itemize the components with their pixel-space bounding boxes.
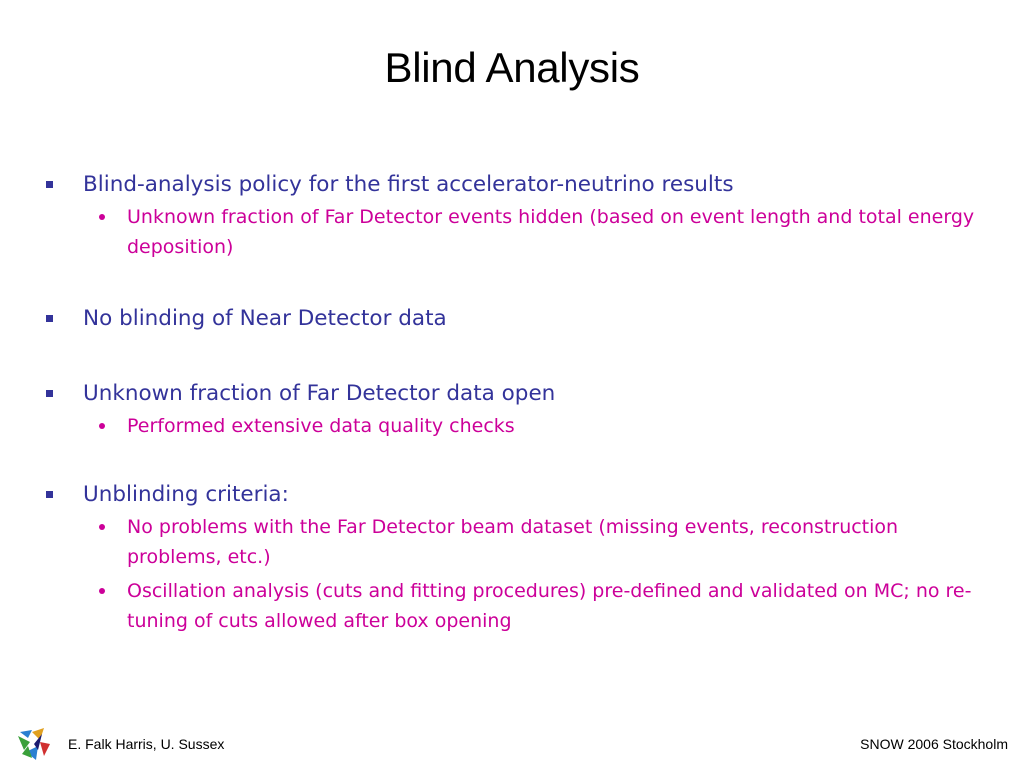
- sub-bullet-4-2-text: Oscillation analysis (cuts and fitting procedures) pre-defined and validated on MC; no re-tuning of cuts allowed after box opening: [127, 580, 972, 632]
- round-bullet-icon: [99, 214, 105, 220]
- sub-bullet-4-1-text: No problems with the Far Detector beam dataset (missing events, reconstruction problems, etc.): [127, 516, 899, 568]
- minos-logo-icon: [14, 724, 54, 764]
- round-bullet-icon: [99, 423, 105, 429]
- square-bullet-icon: [46, 315, 53, 322]
- footer-event: SNOW 2006 Stockholm: [860, 736, 1008, 752]
- bullet-4-text: Unblinding criteria:: [83, 482, 289, 507]
- sub-bullet-3-1-text: Performed extensive data quality checks: [127, 415, 515, 437]
- sub-bullet-4-2: [83, 576, 986, 636]
- round-bullet-icon: [99, 588, 105, 594]
- slide-title: Blind Analysis: [384, 44, 640, 91]
- bullet-4: [46, 478, 986, 512]
- bullet-3-text: Unknown fraction of Far Detector data open: [83, 381, 556, 406]
- sub-bullet-1-1-text: Unknown fraction of Far Detector events hidden (based on event length and total energy deposition): [127, 206, 975, 258]
- bullet-3: [46, 377, 986, 411]
- square-bullet-icon: [46, 491, 53, 498]
- slide-body: [46, 168, 986, 636]
- square-bullet-icon: [46, 181, 53, 188]
- bullet-1-text: Blind-analysis policy for the first accelerator-neutrino results: [83, 172, 734, 197]
- footer-author: E. Falk Harris, U. Sussex: [68, 736, 225, 752]
- sub-bullet-3-1: [83, 411, 986, 441]
- sub-bullet-1-1: [83, 202, 986, 262]
- square-bullet-icon: [46, 390, 53, 397]
- bullet-1: [46, 168, 986, 202]
- bullet-2: [46, 302, 986, 336]
- round-bullet-icon: [99, 524, 105, 530]
- bullet-2-text: No blinding of Near Detector data: [83, 306, 447, 331]
- sub-bullet-4-1: [83, 512, 986, 572]
